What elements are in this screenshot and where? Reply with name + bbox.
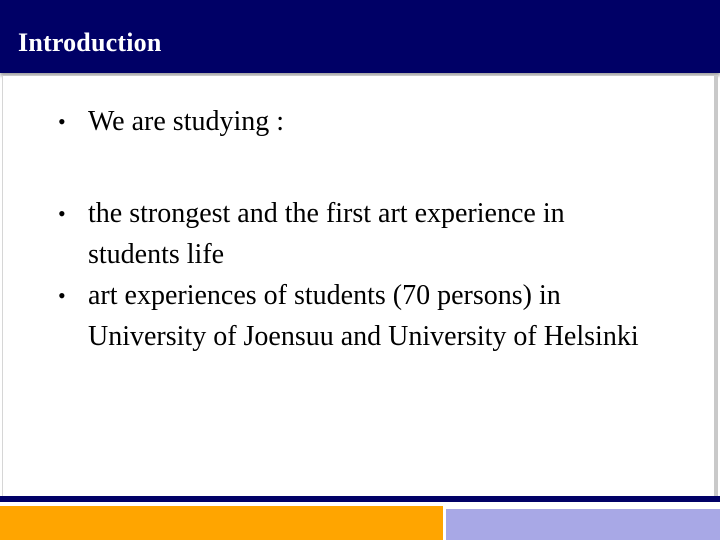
slide-title: Introduction bbox=[18, 28, 162, 57]
bullet-item-3 bbox=[58, 275, 648, 357]
bottom-divider bbox=[0, 496, 720, 502]
bullet-text: We are studying : bbox=[88, 106, 285, 137]
title-bar bbox=[0, 0, 720, 73]
bullet-row bbox=[58, 101, 648, 142]
bullet-text: the strongest and the first art experience in students life bbox=[88, 198, 565, 270]
bullet-icon: • bbox=[58, 109, 66, 134]
footer-orange-block bbox=[0, 506, 443, 540]
bullet-icon: • bbox=[58, 283, 66, 308]
bullet-icon: • bbox=[58, 201, 66, 226]
bullet-item-1 bbox=[58, 101, 648, 142]
bullet-text: art experiences of students (70 persons) in University of Joensuu and University of Helsinki bbox=[88, 280, 639, 352]
bullet-row bbox=[58, 275, 648, 357]
bullet-row bbox=[58, 193, 648, 275]
bullet-item-2 bbox=[58, 193, 648, 275]
footer-lavender-block bbox=[446, 509, 720, 540]
